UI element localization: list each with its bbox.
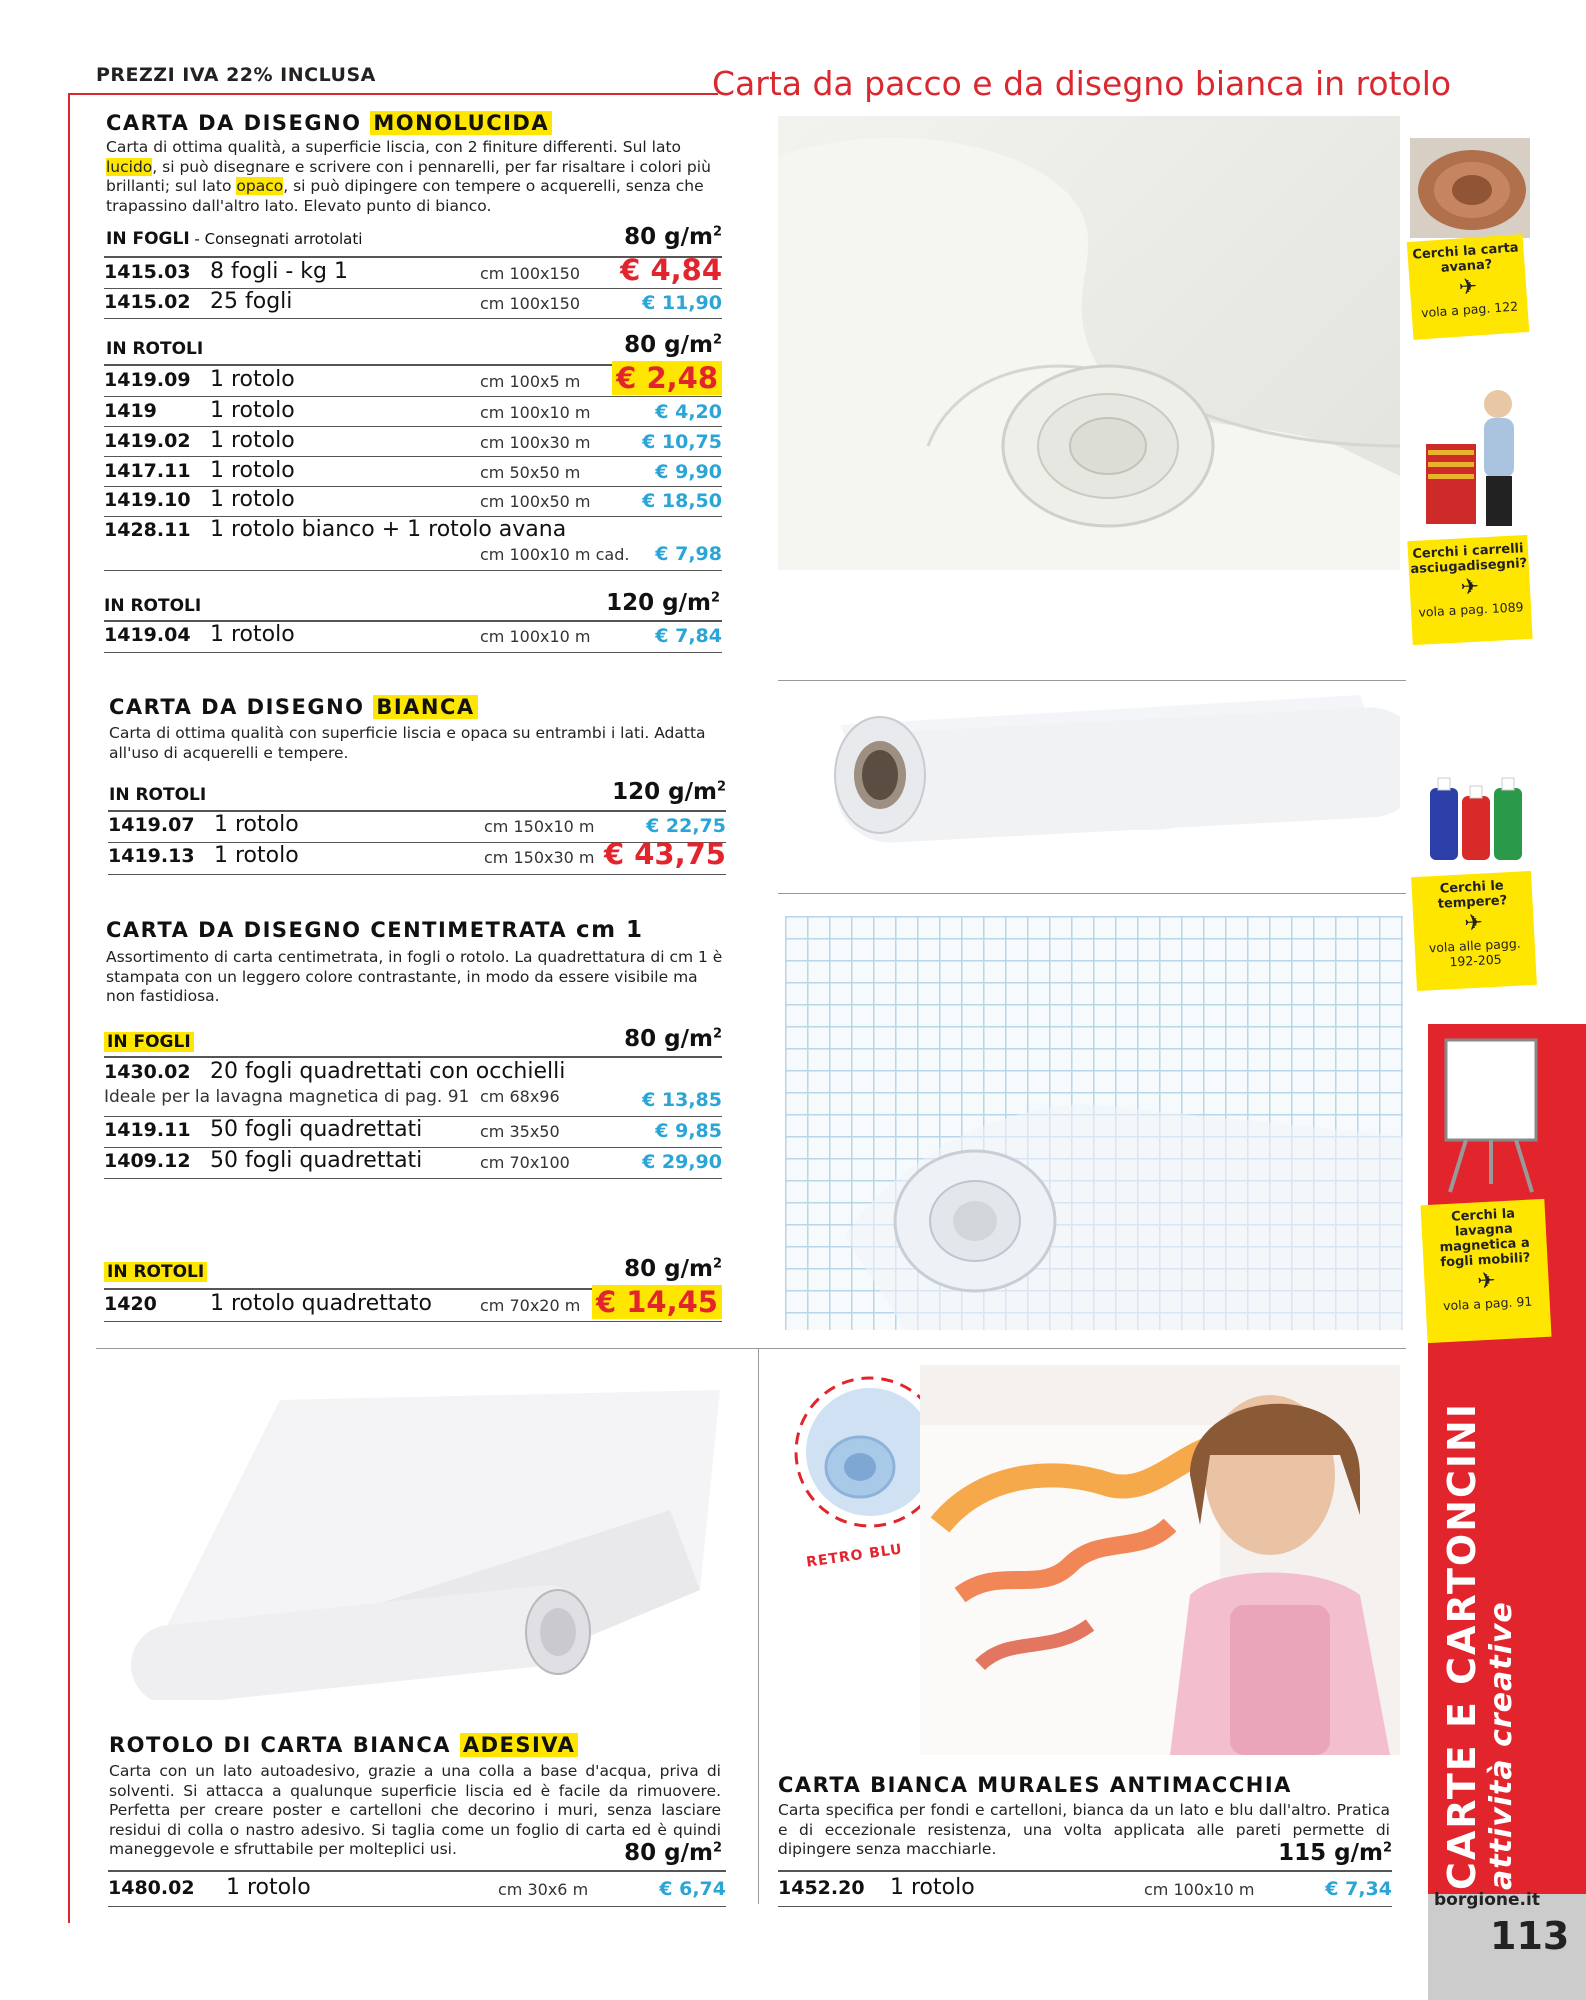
header-rule	[68, 93, 718, 95]
divider	[108, 1906, 726, 1907]
divider	[104, 652, 722, 653]
column-separator	[758, 1348, 759, 1904]
grammage: 80 $g/m^2$	[624, 1026, 722, 1052]
divider	[104, 456, 722, 457]
table-row: 1419.13 1 rotolo cm 150x30 m € 43,75	[108, 837, 726, 871]
group-label: IN FOGLI	[104, 1032, 194, 1052]
group-label: IN FOGLI - Consegnati arrotolati	[106, 229, 363, 249]
paper-plane-icon: ✈	[1463, 910, 1484, 937]
carta-avana-thumbnail	[1410, 138, 1530, 238]
retro-label: RETRO BLU	[805, 1541, 904, 1571]
section1-title-a: CARTA DA DISEGNO	[106, 111, 362, 135]
section4-description: Carta con un lato autoadesivo, grazie a una colla a base d'acqua, priva di solventi. Si attacca a qualunque superficie liscia ed è facile da rimuovere. Perfetta per creare poster e cartelloni che decorino i muri, senza lasciare residui di colla o nastro adesivo. Si taglia come un foglio di carta ed è quindi maneggevole e sfruttabile per molteplici usi.	[109, 1762, 721, 1858]
table-row: 1409.12 50 fogli quadrettati cm 70x100 € 29,90	[104, 1148, 722, 1173]
grammage: 115 $g/m^2$	[1278, 1840, 1392, 1866]
product-photo-centimetrata	[785, 916, 1403, 1330]
page-title: Carta da pacco e da disegno bianca in rotolo	[712, 64, 1452, 103]
section1-title-highlight: MONOLUCIDA	[370, 111, 552, 135]
divider	[778, 1870, 1392, 1872]
cross-ref-note[interactable]: Cerchi le tempere? ✈ vola alle pagg. 192-205	[1411, 871, 1537, 991]
paper-plane-icon: ✈	[1476, 1268, 1497, 1295]
divider	[104, 396, 722, 397]
divider	[104, 426, 722, 427]
divider	[108, 1870, 726, 1872]
section3-description: Assortimento di carta centimetrata, in fogli o rotolo. La quadrettatura di cm 1 è stampata con un leggero colore contrastante, in modo da essere visibile ma non fastidiosa.	[106, 948, 723, 1005]
product-photo-adesiva	[110, 1390, 720, 1700]
table-row: 1415.03 8 fogli - kg 1 cm 100x150 € 4,84	[104, 253, 722, 287]
divider	[104, 570, 722, 571]
section5-title: CARTA BIANCA MURALES ANTIMACCHIA	[778, 1773, 1292, 1797]
product-photo-monolucida	[778, 116, 1400, 570]
category-label: CARTE E CARTONCINI attività creative	[1440, 1402, 1519, 1890]
lavagna-thumbnail	[1436, 1034, 1546, 1194]
section2-title-highlight: BIANCA	[373, 695, 477, 719]
table-row: 1419.02 1 rotolo cm 100x30 m € 10,75	[104, 428, 722, 453]
table-row: 1419.11 50 fogli quadrettati cm 35x50 € 9,85	[104, 1117, 722, 1142]
table-row: 1452.20 1 rotolo cm 100x10 m € 7,34	[778, 1875, 1392, 1900]
cross-ref-note[interactable]: Cerchi la carta avana? ✈ vola a pag. 122	[1407, 234, 1530, 340]
section2-title: CARTA DA DISEGNO BIANCA	[109, 695, 478, 719]
table-row: 1419.07 1 rotolo cm 150x10 m € 22,75	[108, 812, 726, 837]
section5-description: Carta specifica per fondi e cartelloni, bianca da un lato e blu dall'altro. Pratica e di eccezionale resistenza, una volta applicata alle pareti permette di dipingere senza macchiarle.	[778, 1801, 1390, 1858]
paper-plane-icon: ✈	[1457, 274, 1479, 301]
section1-title	[106, 111, 552, 135]
group-label: IN ROTOLI	[106, 339, 204, 359]
divider	[104, 1056, 722, 1058]
group-label: IN ROTOLI	[109, 785, 207, 805]
page-number: 113	[1490, 1914, 1570, 1958]
section-separator	[778, 680, 1406, 681]
tempere-thumbnail	[1422, 770, 1532, 870]
grammage: 80 $g/m^2$	[624, 1840, 722, 1866]
table-row: 1430.02 20 fogli quadrettati con occhielli Ideale per la lavagna magnetica di pag. 91 cm 68x96 € 13,85	[104, 1059, 722, 1111]
grammage: 120 $g/m^2$	[612, 779, 726, 805]
product-photo-murales	[920, 1365, 1400, 1755]
section2-description: Carta di ottima qualità con superficie liscia e opaca su entrambi i lati. Adatta all'uso di acquerelli e tempere.	[109, 724, 706, 762]
site-url[interactable]: borgione.it	[1434, 1890, 1540, 1910]
divider	[104, 1178, 722, 1179]
table-row: 1419 1 rotolo cm 100x10 m € 4,20	[104, 398, 722, 423]
paper-plane-icon: ✈	[1460, 574, 1480, 601]
grammage: 120 $g/m^2$	[606, 590, 720, 616]
section4-title: ROTOLO DI CARTA BIANCA ADESIVA	[109, 1733, 578, 1757]
carrello-thumbnail	[1418, 384, 1528, 534]
table-row: 1420 1 rotolo quadrettato cm 70x20 m € 14,45	[104, 1291, 722, 1321]
divider	[104, 318, 722, 319]
group-label: IN ROTOLI	[104, 596, 202, 616]
table-row: 1415.02 25 fogli cm 100x150 € 11,90	[104, 289, 722, 314]
section3-title: CARTA DA DISEGNO CENTIMETRATA cm 1	[106, 917, 644, 943]
divider	[778, 1906, 1392, 1907]
left-rule	[68, 93, 70, 1923]
divider	[108, 874, 726, 875]
table-row: 1419.04 1 rotolo cm 100x10 m € 7,84	[104, 622, 722, 647]
section4-title-highlight: ADESIVA	[460, 1733, 579, 1757]
section-separator	[96, 1348, 1406, 1349]
section-separator	[778, 893, 1406, 894]
grammage: 80 $g/m^2$	[624, 332, 722, 358]
table-row: 1428.11 1 rotolo bianco + 1 rotolo avana cm 100x10 m cad. € 7,98	[104, 517, 722, 565]
divider	[104, 1321, 722, 1322]
group-label: IN ROTOLI	[104, 1262, 207, 1282]
table-row: 1419.10 1 rotolo cm 100x50 m € 18,50	[104, 487, 722, 512]
section1-description: Carta di ottima qualità, a superficie liscia, con 2 finiture differenti. Sul lato lucido, si può disegnare e scrivere con i pennarelli, per far risaltare i colori più brillanti; sul lato opaco, si può dipingere con tempere o acquerelli, senza che trapassino dall'altro lato. Elevato punto di bianco.	[106, 138, 711, 215]
table-row: 1480.02 1 rotolo cm 30x6 m € 6,74	[108, 1875, 726, 1900]
product-photo-bianca	[780, 685, 1400, 885]
grammage: 80 $g/m^2$	[624, 224, 722, 250]
cross-ref-note[interactable]: Cerchi la lavagna magnetica a fogli mobili? ✈ vola a pag. 91	[1420, 1199, 1551, 1343]
table-row: 1417.11 1 rotolo cm 50x50 m € 9,90	[104, 458, 722, 483]
vat-note: PREZZI IVA 22% INCLUSA	[96, 64, 376, 86]
grammage: 80 $g/m^2$	[624, 1256, 722, 1282]
table-row: 1419.09 1 rotolo cm 100x5 m € 2,48	[104, 367, 722, 397]
cross-ref-note[interactable]: Cerchi i carrelli asciugadisegni? ✈ vola a pag. 1089	[1407, 535, 1532, 645]
